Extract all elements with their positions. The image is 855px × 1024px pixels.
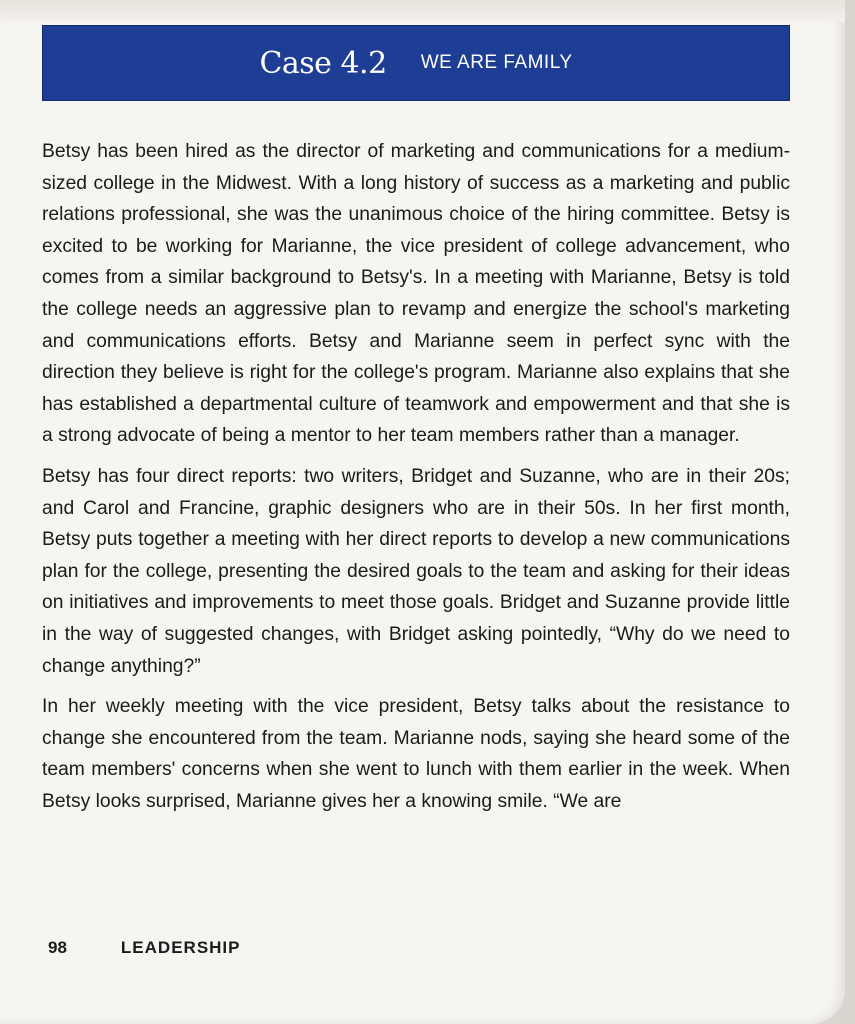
page-number: 98 xyxy=(48,938,67,957)
paragraph-3: In her weekly meeting with the vice president, Betsy talks about the resistance to change she encountered from the team. Marianne nods, saying she heard some of the team members' concerns when she went to lunch with them earlier in the week. When Betsy looks surprised, Marianne gives her a knowing smile. “We are xyxy=(42,696,790,812)
page-footer xyxy=(48,938,241,958)
case-body xyxy=(42,136,790,826)
paragraph-1: Betsy has been hired as the director of marketing and communications for a medium-sized college in the Midwest. With a long history of success as a marketing and public relations professional, she was the unanimous choice of the hiring committee. Betsy is excited to be working for Marianne, the vice president of college advancement, who comes from a similar background to Betsy's. In a meeting with Marianne, Betsy is told the college needs an aggressive plan to revamp and energize the school's marketing and communications efforts. Betsy and Marianne seem in perfect sync with the direction they believe is right for the college's program. Marianne also explains that she has established a departmental culture of teamwork and empowerment and that she is a strong advocate of being a mentor to her team members rather than a manager. xyxy=(42,141,790,447)
page-top-edge xyxy=(0,0,845,22)
running-head: LEADERSHIP xyxy=(120,938,241,957)
case-banner xyxy=(42,25,790,101)
paragraph-2: Betsy has four direct reports: two writers, Bridget and Suzanne, who are in their 20s; and Carol and Francine, graphic designers who are in their 50s. In her first month, Betsy puts together a meeting with her direct reports to develop a new communications plan for the college, presenting the desired goals to the team and asking for their ideas on initiatives and improvements to meet those goals. Bridget and Suzanne provide little in the way of suggested changes, with Bridget asking pointedly, “Why do we need to change anything?” xyxy=(42,465,790,677)
case-title: WE ARE FAMILY xyxy=(420,52,573,73)
case-number: Case 4.2 xyxy=(259,45,387,81)
